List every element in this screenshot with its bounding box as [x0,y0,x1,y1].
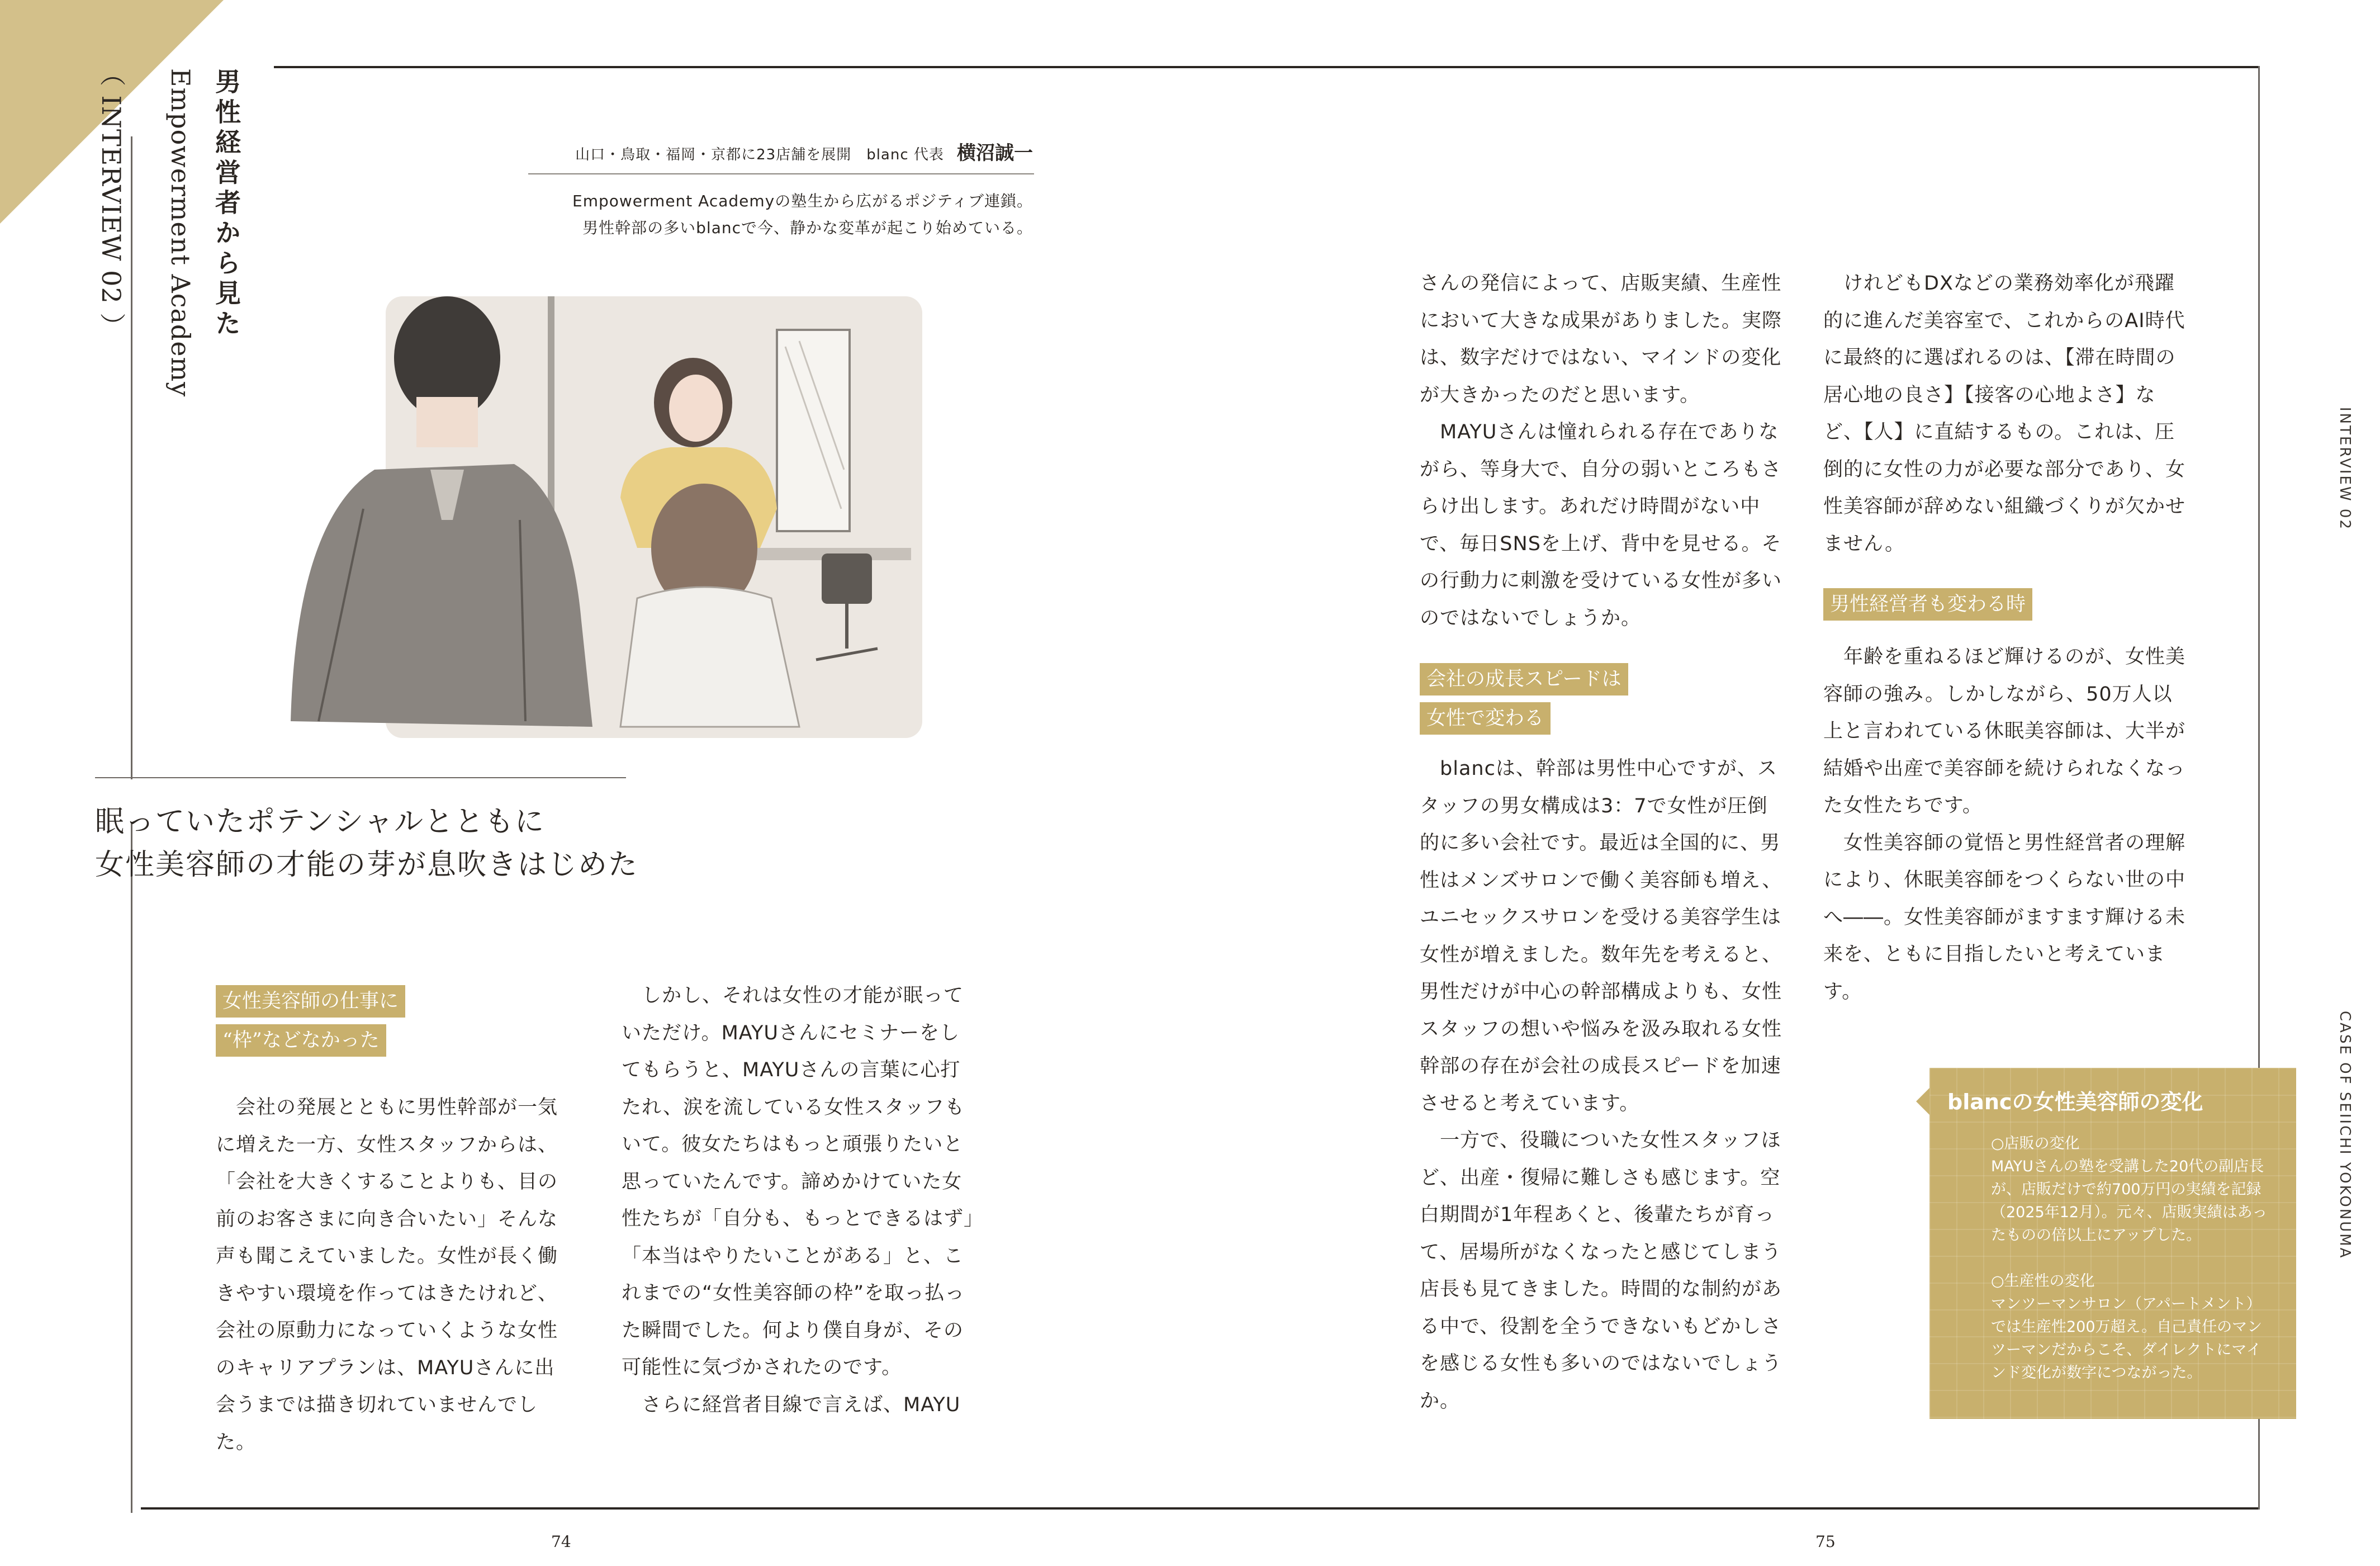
col4-body-bottom [1823,638,2187,1010]
info-item-title: ○生産性の変化 [1991,1272,2095,1290]
col3-paragraph: blancは、幹部は男性中心ですが、スタッフの男女構成は3：7で女性が圧倒的に多い会社です。最近は全国的に、男性はメンズサロンで働く美容師も増え、ユニセックスサロンを受ける美容学生は女性が増えました。数年先を考えると、男性だけが中心の幹部構成よりも、女性スタッフの想いや悩みを汲み取れる女性幹部の存在が会社の成長スピードを加速させると考えています。 [1420,758,1782,1115]
col3-paragraph: さんの発信によって、店販実績、生産性において大きな成果がありました。実際は、数字だけではない、マインドの変化が大きかったのだと思います。 [1420,272,1782,406]
col3-paragraph: MAYUさんは憧れられる存在でありながら、等身大で、自分の弱いところもさらけ出します。あれだけ時間がない中で、毎日SNSを上げ、背中を見せる。その行動力に刺激を受けている女性が多いのではないでしょうか。 [1420,421,1782,630]
col3-body-top [1420,265,1783,637]
salon-illustration [279,285,928,744]
bottom-rule [141,1507,2259,1510]
byline-company: 山口・鳥取・福岡・京都に23店舗を展開 blanc 代表 [575,146,944,163]
info-item-text: MAYUさんの塾を受講した20代の副店長が、店販だけで約700万円の実績を記録（2025年12月）。元々、店販実績はあったものの倍以上にアップした。 [1991,1158,2268,1244]
info-box [1929,1068,2296,1419]
col3-heading [1420,663,1628,741]
lead-text [572,188,1033,242]
col4-heading [1823,588,2032,627]
headline-line-1: 眠っていたポテンシャルとともに [95,805,546,839]
side-label-interview: INTERVIEW 02 [2336,407,2353,531]
interview-label: （ INTERVIEW 02 ） [96,60,126,339]
info-box-notch [1916,1088,1929,1115]
series-name: Empowerment Academy [165,68,196,398]
info-box-title: blancの女性美容師の変化 [1947,1090,2203,1114]
page-number-left: 74 [551,1532,571,1551]
col2-paragraph: しかし、それは女性の才能が眠っていただけ。MAYUさんにセミナーをしてもらうと、MAYUさんの言葉に心打たれ、涙を流している女性スタッフもいて。彼女たちはもっと頑張りたいと思っていたんです。諦めかけていた女性たちが「自分も、もっとできるはず」「本当はやりたいことがある」と、これまでの“女性美容師の枠”を取っ払った瞬間でした。何より僕自身が、その可能性に気づかされたのです。 [622,985,974,1379]
info-item-title: ○店販の変化 [1991,1135,2080,1152]
info-spacer [1991,1247,2273,1270]
left-frame-line [131,136,132,779]
col4-paragraph: けれどもDXなどの業務効率化が飛躍的に進んだ美容室で、これからのAI時代に最終的に選ばれるのは、【滞在時間の居心地の良さ】【接客の心地よさ】など、【人】に直結するもの。これは、圧倒的に女性の力が必要な部分であり、女性美容師が辞めない組織づくりが欠かせません。 [1823,272,2186,555]
info-item-text: マンツーマンサロン（アパートメント）では生産性200万超え。自己責任のマンツーマンだからこそ、ダイレクトにマインド変化が数字につながった。 [1991,1295,2263,1382]
left-frame-line-lower [131,822,132,1513]
col3-heading-line-2: 女性で変わる [1420,702,1551,735]
series-label: 男性経営者から見た [211,68,241,340]
side-label-case: CASE OF SEIICHI YOKONUMA [2336,1011,2353,1260]
col2-body [622,977,979,1423]
under-illustration-rule [95,777,626,778]
headline [95,801,638,887]
col3-body-bottom [1420,750,1783,1420]
lead-line-1: Empowerment Academyの塾生から広がるポジティブ連鎖。 [572,192,1033,210]
col4-paragraph: 年齢を重ねるほど輝けるのが、女性美容師の強み。しかしながら、50万人以上と言われている休眠美容師は、大半が結婚や出産で美容師を続けられなくなった女性たちです。 [1823,646,2186,817]
col4-heading-line-1: 男性経営者も変わる時 [1823,588,2032,621]
col1-heading-line-2: “枠”などなかった [216,1024,386,1057]
headline-line-2: 女性美容師の才能の芽が息吹きはじめた [95,848,639,882]
byline [575,138,1033,165]
lead-line-2: 男性幹部の多いblancで今、静かな変革が起こり始めている。 [582,219,1033,237]
col3-paragraph: 一方で、役職についた女性スタッフほど、出産・復帰に難しさも感じます。空白期間が1年程あくと、後輩たちが育って、居場所がなくなったと感じてしまう店長も見てきました。時間的な制約がある中で、役割を全うできないもどかしさを感じる女性も多いのではないでしょうか。 [1420,1129,1782,1412]
col1-heading-line-1: 女性美容師の仕事に [216,985,405,1018]
page-number-right: 75 [1815,1532,1836,1551]
salon-sketch-icon [279,285,928,744]
info-box-body [1991,1132,2273,1384]
top-rule [274,66,2259,68]
col4-paragraph: 女性美容師の覚悟と男性経営者の理解により、休眠美容師をつくらない世の中へ――。女性美容師がますます輝ける未来を、ともに目指したいと考えています。 [1823,831,2186,1003]
col2-paragraph: さらに経営者目線で言えば、MAYU [622,1393,961,1416]
col1-heading [216,985,405,1063]
col4-body-top [1823,265,2187,562]
col3-heading-line-1: 会社の成長スピードは [1420,663,1628,696]
byline-person: 横沼誠一 [957,142,1033,164]
col1-body [216,1089,573,1461]
col1-paragraph: 会社の発展とともに男性幹部が一気に増えた一方、女性スタッフからは、「会社を大きくすることよりも、目の前のお客さまに向き合いたい」そんな声も聞こえていました。女性が長く働きやすい環境を作ってはきたけれど、会社の原動力になっていくような女性のキャリアプランは、MAYUさんに出会うまでは描き切れていませんでした。 [216,1096,558,1454]
byline-rule [528,173,1034,174]
